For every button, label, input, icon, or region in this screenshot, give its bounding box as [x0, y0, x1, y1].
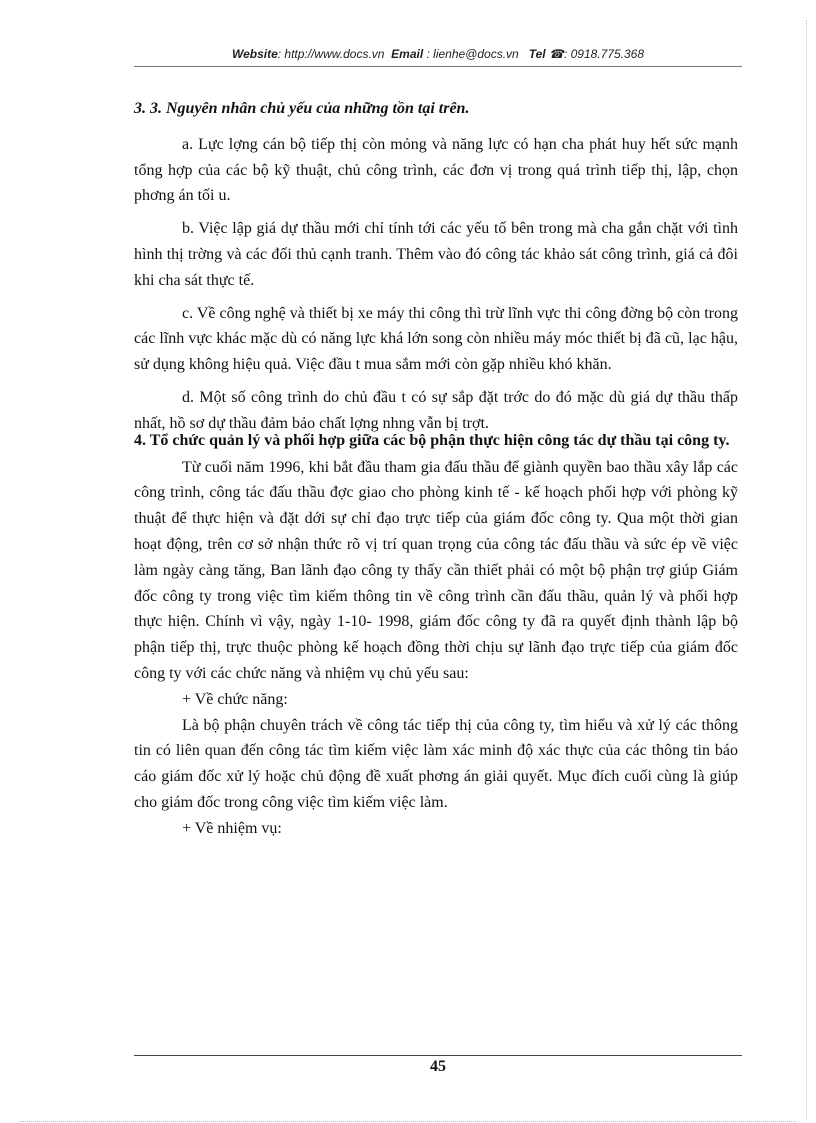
website-value: : http://www.docs.vn	[277, 47, 385, 61]
page-edge-right	[806, 20, 807, 1120]
email-value: : lienhe@docs.vn	[423, 47, 519, 61]
paragraph-a: a. Lực lợng cán bộ tiếp thị còn mỏng và năng lực có hạn cha phát huy hết sức mạnh tổng hợp của các bộ kỹ thuật, chủ công trình, các đơn vị trong quá trình tiếp thị, lập, chọn phơng án tối u.	[134, 135, 738, 205]
email-label: Email	[391, 47, 424, 61]
function-heading: + Về chức năng:	[182, 690, 288, 708]
section-4-heading: 4. Tổ chức quản lý và phối hợp giữa các bộ phận thực hiện công tác dự thầu tại công ty.	[134, 431, 730, 449]
duty-heading: + Về nhiệm vụ:	[182, 819, 282, 837]
header-divider	[134, 66, 742, 67]
page-number: 45	[430, 1058, 446, 1075]
section-4-paragraph: Từ cuối năm 1996, khi bắt đầu tham gia đấu thầu để giành quyền bao thầu xây lắp các công trình, công tác đấu thầu đợc giao cho phòng kinh tế - kế hoạch phối hợp với phòng kỹ thuật để thực hiện và đặt dới sự chỉ đạo trực tiếp của giám đốc công ty. Qua một thời gian hoạt động, trên cơ sở nhận thức rõ vị trí quan trọng của công tác đấu thầu và sức ép về việc làm ngày càng tăng, Ban lãnh đạo công ty thấy cần thiết phải có một bộ phận trợ giúp Giám đốc công ty trong việc tìm kiếm thông tin về công trình cần đấu thầu, quản lý và phối hợp thực hiện. Chính vì vậy, ngày 1-10- 1998, giám đốc công ty đã ra quyết định thành lập bộ phận tiếp thị, trực thuộc phòng kế hoạch đồng thời chịu sự lãnh đạo trực tiếp của giám đốc công ty với các chức năng và nhiệm vụ chủ yếu sau:	[134, 458, 738, 682]
paragraph-b: b. Việc lập giá dự thầu mới chỉ tính tới các yếu tố bên trong mà cha gắn chặt với tình hình thị trờng và các đối thủ cạnh tranh. Thêm vào đó công tác khảo sát công trình, giá cả đôi khi cha sát thực tế.	[134, 220, 738, 289]
page-edge-bottom	[20, 1121, 796, 1122]
document-body	[134, 96, 738, 842]
paragraph-d: d. Một số công trình do chủ đầu t có sự sắp đặt trớc do đó mặc dù giá dự thầu thấp nhất, hồ sơ dự thầu đảm bảo chất lợng nhng vẫn bị trợt.	[134, 388, 738, 432]
function-text: Là bộ phận chuyên trách về công tác tiếp thị của công ty, tìm hiểu và xử lý các thông tin có liên quan đến công tác tìm kiếm việc làm xác minh độ xác thực của các thông tin báo cáo giám đốc xử lý hoặc chủ động đề xuất phơng án giải quyết. Mục đích cuối cùng là giúp cho giám đốc trong công việc tìm kiếm việc làm.	[134, 716, 738, 811]
tel-label: Tel	[528, 47, 546, 61]
phone-icon: ☎	[549, 47, 564, 61]
website-label: Website	[231, 47, 278, 61]
section-3-3-heading: 3. 3. Nguyên nhân chủ yếu của những tồn tại trên.	[134, 100, 470, 117]
paragraph-c: c. Về công nghệ và thiết bị xe máy thi công thì trừ lĩnh vực thi công đờng bộ còn trong các lĩnh vực khác mặc dù có năng lực khá lớn song còn nhiều máy móc thiết bị đã cũ, lạc hậu, sử dụng không hiệu quả. Việc đầu t mua sắm mới còn gặp nhiều khó khăn.	[134, 304, 738, 374]
footer-divider	[134, 1055, 742, 1056]
page-header	[134, 47, 742, 61]
tel-value: : 0918.775.368	[563, 47, 645, 61]
